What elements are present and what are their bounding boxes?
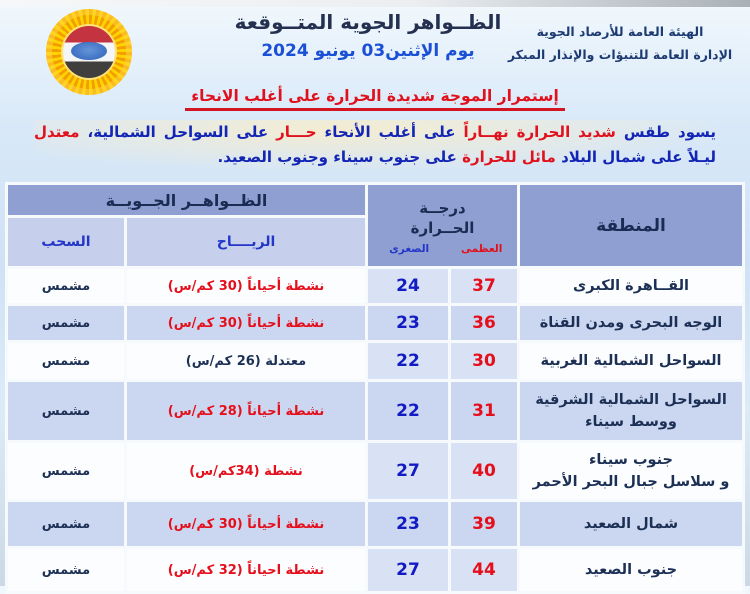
header-min-label: الصغرى: [389, 243, 430, 256]
forecast-row: [8, 306, 742, 340]
region-cell: جنوب الصعيد: [520, 549, 742, 591]
region-cell: السواحل الشمالية الغربية: [520, 343, 742, 379]
summary-segment: مائل للحرارة: [456, 148, 556, 166]
wind-cell: نشطة أحياناً (30 كم/س): [127, 306, 365, 340]
sun-emblem-icon: [46, 9, 132, 95]
heat-wave-alert: إستمرار الموجة شديدة الحرارة على أغلب الانحاء: [0, 86, 750, 111]
summary-segment: معتدل: [34, 123, 80, 141]
forecast-table: [5, 182, 745, 594]
clouds-cell: مشمس: [8, 502, 124, 546]
max-temp-cell: 30: [451, 343, 517, 379]
flag-globe-icon: [63, 26, 115, 78]
title-block: [228, 10, 508, 61]
clouds-cell: مشمس: [8, 443, 124, 499]
header-clouds: السحب: [8, 218, 124, 266]
max-temp-cell: 31: [451, 382, 517, 440]
wind-cell: نشطة احياناً (32 كم/س): [127, 549, 365, 591]
header-temperature: [368, 185, 517, 266]
forecast-row: [8, 382, 742, 440]
summary-segment: يسود طقس: [615, 123, 716, 141]
summary-segment: ليـلاً على شمال البلاد: [555, 148, 716, 166]
page-title: الظــواهر الجوية المتــوقعة: [234, 10, 502, 34]
forecast-row: [8, 443, 742, 499]
forecast-summary: [34, 120, 716, 170]
agency-name: الهيئة العامة للأرصاد الجوية: [536, 24, 704, 39]
temperature-title-line2: الحــرارة: [410, 218, 475, 237]
min-temp-cell: 23: [368, 306, 448, 340]
region-cell: القــاهرة الكبرى: [520, 269, 742, 303]
min-temp-cell: 23: [368, 502, 448, 546]
min-temp-cell: 22: [368, 343, 448, 379]
max-temp-cell: 40: [451, 443, 517, 499]
min-temp-cell: 27: [368, 443, 448, 499]
wind-cell: نشطة أحياناً (30 كم/س): [127, 269, 365, 303]
max-temp-cell: 39: [451, 502, 517, 546]
min-temp-cell: 22: [368, 382, 448, 440]
summary-segment: على أغلب الأنحاء: [316, 123, 456, 141]
summary-segment: على السواحل الشمالية،: [79, 123, 269, 141]
region-cell: السواحل الشمالية الشرقية ووسط سيناء: [520, 382, 742, 440]
summary-segment: شديد الحرارة نهــاراً: [455, 123, 616, 141]
header-max-label: العظمى: [460, 243, 503, 256]
wind-cell: نشطة أحياناً (28 كم/س): [127, 382, 365, 440]
header-wind: الريــــاح: [127, 218, 365, 266]
max-temp-cell: 36: [451, 306, 517, 340]
min-temp-cell: 24: [368, 269, 448, 303]
region-cell: جنوب سيناء و سلاسل جبال البحر الأحمر: [520, 443, 742, 499]
summary-segment: على جنوب سيناء وجنوب الصعيد.: [217, 148, 457, 166]
clouds-cell: مشمس: [8, 343, 124, 379]
forecast-row: [8, 502, 742, 546]
agency-block: [504, 20, 736, 66]
forecast-date: يوم الإثنين03 يونيو 2024: [261, 41, 475, 61]
wind-cell: نشطة (34كم/س): [127, 443, 365, 499]
min-temp-cell: 27: [368, 549, 448, 591]
header-phenomena: الظــواهــر الجــويــة: [8, 185, 365, 215]
forecast-row: [8, 549, 742, 591]
clouds-cell: مشمس: [8, 269, 124, 303]
max-temp-cell: 44: [451, 549, 517, 591]
summary-segment: حـــار: [268, 123, 317, 141]
header-region: المنطقة: [520, 185, 742, 266]
region-cell: شمال الصعيد: [520, 502, 742, 546]
max-temp-cell: 37: [451, 269, 517, 303]
department-name: الإدارة العامة للتنبؤات والإنذار المبكر: [507, 47, 733, 63]
wind-cell: نشطة أحياناً (30 كم/س): [127, 502, 365, 546]
forecast-row: [8, 269, 742, 303]
clouds-cell: مشمس: [8, 549, 124, 591]
clouds-cell: مشمس: [8, 306, 124, 340]
region-cell: الوجه البحرى ومدن القناة: [520, 306, 742, 340]
wind-cell: معتدلة (26 كم/س): [127, 343, 365, 379]
clouds-cell: مشمس: [8, 382, 124, 440]
temperature-title-line1: درجــة: [419, 198, 466, 217]
cloud-icon: [71, 42, 107, 60]
forecast-row: [8, 343, 742, 379]
bulletin-header: [0, 0, 750, 92]
meteorology-logo: [46, 9, 132, 95]
